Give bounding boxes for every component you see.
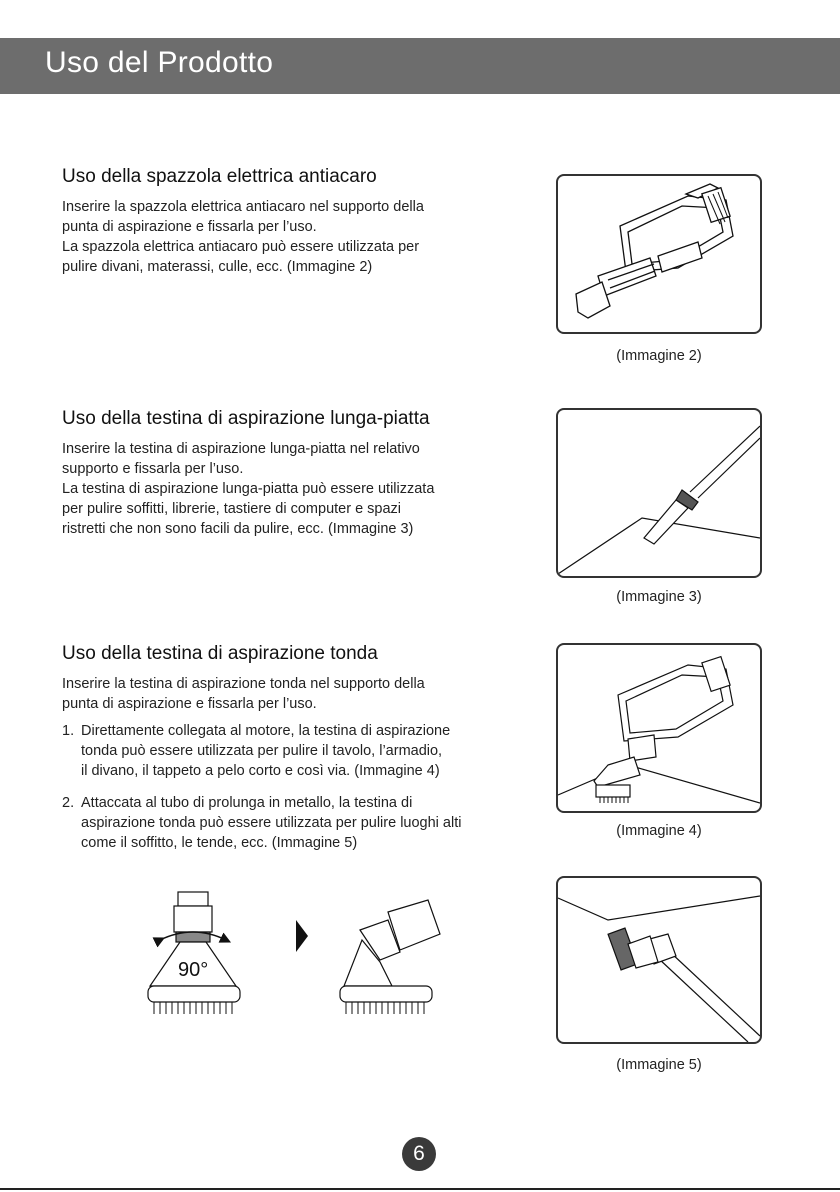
nozzle-rotation-diagram xyxy=(130,880,470,1035)
section-text: Inserire la spazzola elettrica antiacaro nel supporto della punta di aspirazione e fissarla per l’uso. La spazzola elettrica antiacaro può essere utilizzata per pulire divani, materassi, culle, ecc. (Immagine 2) xyxy=(62,199,424,275)
ceiling-crevice-drawing xyxy=(558,410,760,576)
figure-4-caption: (Immagine 4) xyxy=(616,823,702,839)
figure-3-caption: (Immagine 3) xyxy=(616,589,702,605)
section-text: Inserire la testina di aspirazione lunga-piatta nel relativo supporto e fissarla per l’uso. La testina di aspirazione lunga-piatta può essere utilizzata per pulire soffitti, librerie, tastiere di computer e spazi ristretti che non sono facili da pulire, ecc. (Immagine 3) xyxy=(62,441,435,537)
list-item: 1. Direttamente collegata al motore, la testina di aspirazione tonda può essere utilizzata per pulire il tavolo, l’armadio, il divano, il tappeto a pelo corto e così via. (Immagine 4) xyxy=(62,723,451,779)
figure-4-illustration xyxy=(556,643,762,813)
nozzle-rotation-drawing xyxy=(130,880,470,1030)
section-antimite-brush xyxy=(62,166,532,277)
section-round-nozzle xyxy=(62,643,542,853)
page-number: 6 xyxy=(402,1137,436,1171)
section-text: Inserire la testina di aspirazione tonda nel supporto della punta di aspirazione e fissarla per l’uso. xyxy=(62,676,425,712)
section-heading: Uso della spazzola elettrica antiacaro xyxy=(62,166,377,187)
section-heading: Uso della testina di aspirazione lunga-piatta xyxy=(62,408,430,429)
list-item: 2. Attaccata al tubo di prolunga in metallo, la testina di aspirazione tonda può essere utilizzata per pulire luoghi alti come il soffitto, le tende, ecc. (Immagine 5) xyxy=(62,795,462,851)
bottom-rule xyxy=(0,1188,840,1190)
figure-5-caption: (Immagine 5) xyxy=(616,1057,702,1073)
arrow-right-icon xyxy=(296,920,308,952)
figure-2-caption: (Immagine 2) xyxy=(616,348,702,364)
usage-list xyxy=(62,721,542,853)
figure-3-illustration xyxy=(556,408,762,578)
vacuum-round-nozzle-drawing xyxy=(558,645,760,811)
figure-5-illustration xyxy=(556,876,762,1044)
section-crevice-nozzle xyxy=(62,408,532,539)
rotation-label: 90° xyxy=(178,959,209,981)
ceiling-round-nozzle-drawing xyxy=(558,878,760,1042)
page-title: Uso del Prodotto xyxy=(45,46,274,79)
section-heading: Uso della testina di aspirazione tonda xyxy=(62,643,378,664)
figure-2-illustration xyxy=(556,174,762,334)
page-header xyxy=(0,38,840,94)
vacuum-mite-brush-drawing xyxy=(558,176,760,332)
